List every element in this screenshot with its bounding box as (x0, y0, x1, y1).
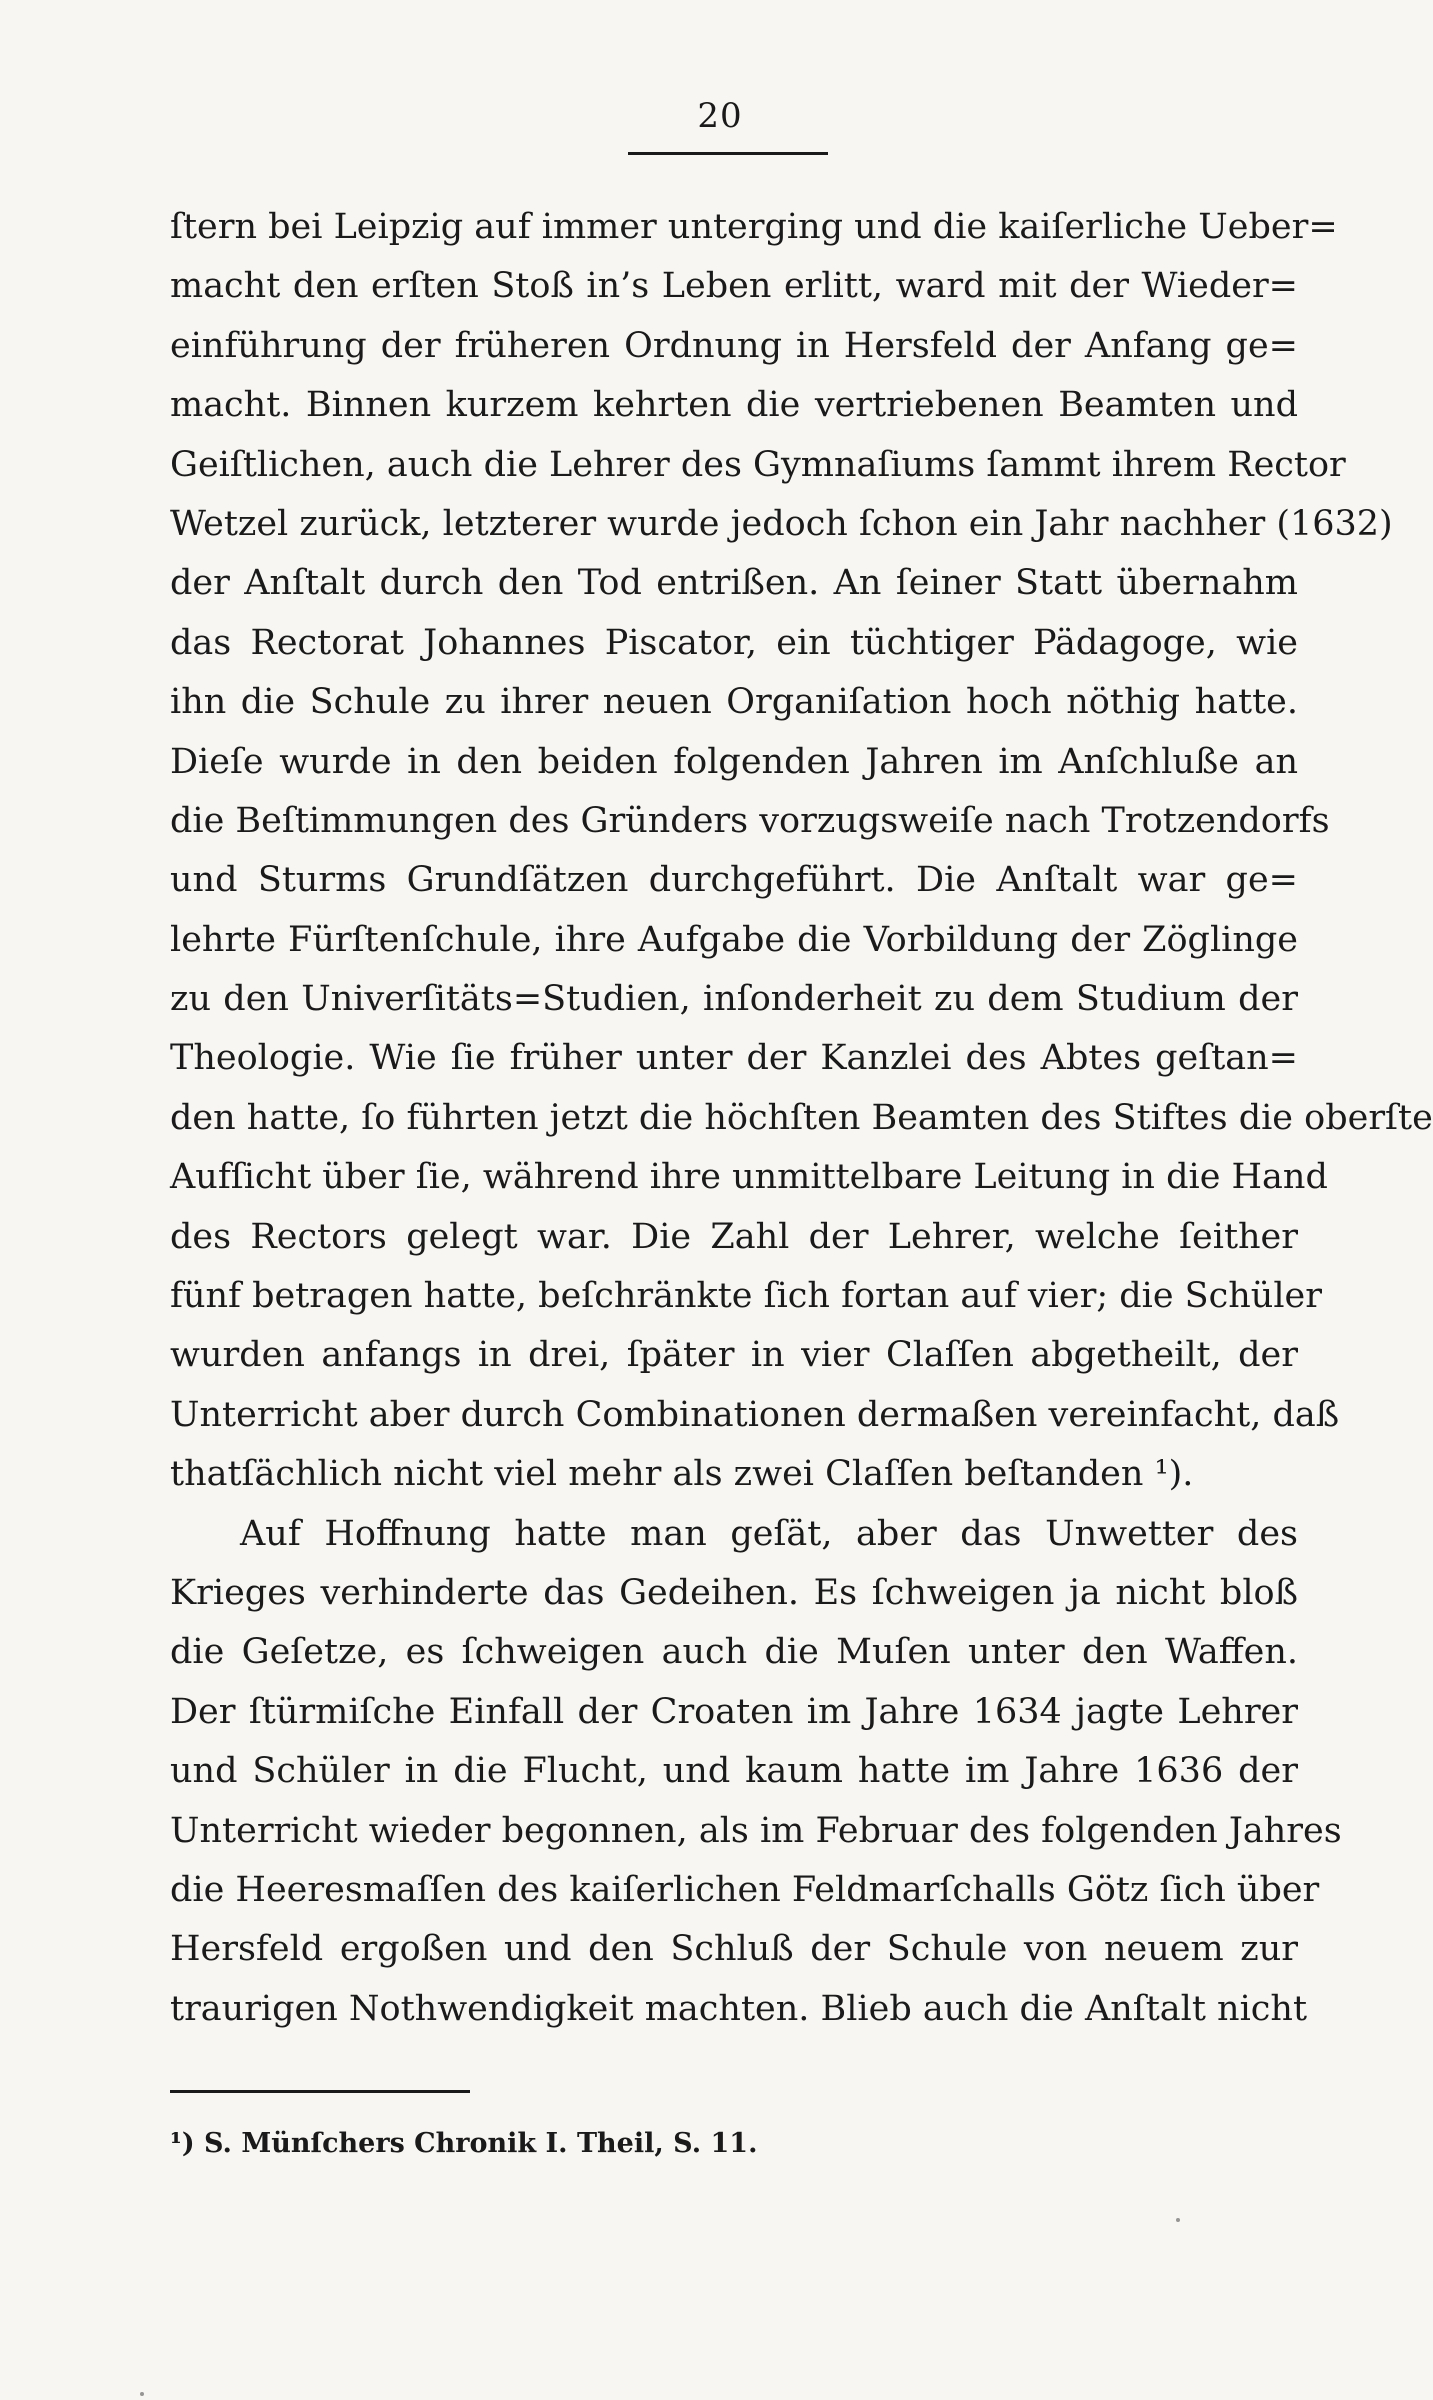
text-line: einführung der früheren Ordnung in Hersfeld der Anfang ge= (170, 325, 1298, 366)
text-line: ſtern bei Leipzig auf immer unterging und die kaiſerliche Ueber= (170, 207, 1338, 247)
text-line: wurden anfangs in drei, ſpäter in vier Claſſen abgetheilt, der (170, 1335, 1298, 1376)
text-line: der Anſtalt durch den Tod entrißen. An ſeiner Statt übernahm (170, 563, 1298, 604)
text-line: Geiſtlichen, auch die Lehrer des Gymnaſiums ſammt ihrem Rector (170, 444, 1346, 485)
page-number: 20 (697, 96, 743, 136)
text-line: thatſächlich nicht viel mehr als zwei Claſſen beſtanden ¹). (170, 1454, 1194, 1495)
body-text (170, 198, 1433, 2039)
text-line: zu den Univerſitäts=Studien, inſonderheit zu dem Studium der (170, 979, 1298, 1020)
text-line: und Schüler in die Flucht, und kaum hatte im Jahre 1636 der (170, 1751, 1298, 1792)
text-line: Unterricht wieder begonnen, als im Februar des folgenden Jahres (170, 1810, 1342, 1851)
text-line: Theologie. Wie ſie früher unter der Kanzlei des Abtes geſtan= (170, 1038, 1298, 1079)
text-line: den hatte, ſo führten jetzt die höchſten Beamten des Stiftes die oberſte (170, 1097, 1433, 1138)
text-line: Dieſe wurde in den beiden folgenden Jahren im Anſchluße an (170, 741, 1298, 782)
text-line: Hersfeld ergoßen und den Schluß der Schule von neuem zur (170, 1929, 1298, 1970)
paper-speck (1176, 2218, 1180, 2222)
text-line: lehrte Fürſtenſchule, ihre Aufgabe die Vorbildung der Zöglinge (170, 919, 1298, 960)
text-line: Auf Hoffnung hatte man geſät, aber das Unwetter des (240, 1513, 1298, 1554)
paper-speck (140, 2392, 144, 2396)
text-line: Aufſicht über ſie, während ihre unmittelbare Leitung in die Hand (170, 1157, 1328, 1198)
text-line: macht den erſten Stoß in’s Leben erlitt, ward mit der Wieder= (170, 266, 1298, 307)
footnote-rule (170, 2090, 470, 2093)
header-rule (628, 152, 828, 155)
text-line: traurigen Nothwendigkeit machten. Blieb auch die Anſtalt nicht (170, 1988, 1308, 2029)
text-line: macht. Binnen kurzem kehrten die vertriebenen Beamten und (170, 385, 1298, 426)
text-line: das Rectorat Johannes Piscator, ein tüchtiger Pädagoge, wie (170, 622, 1298, 663)
text-line: fünf betragen hatte, beſchränkte ſich fortan auf vier; die Schüler (170, 1276, 1322, 1317)
text-line: ihn die Schule zu ihrer neuen Organiſation hoch nöthig hatte. (170, 682, 1298, 723)
text-line: Unterricht aber durch Combinationen dermaßen vereinfacht, daß (170, 1394, 1340, 1435)
text-line: Krieges verhinderte das Gedeihen. Es ſchweigen ja nicht bloß (170, 1572, 1298, 1613)
text-line: und Sturms Grundſätzen durchgeführt. Die Anſtalt war ge= (170, 860, 1298, 901)
text-line: des Rectors gelegt war. Die Zahl der Lehrer, welche ſeither (170, 1216, 1298, 1257)
text-line: die Heeresmaſſen des kaiſerlichen Feldmarſchalls Götz ſich über (170, 1869, 1320, 1910)
text-line: die Geſetze, es ſchweigen auch die Muſen unter den Waffen. (170, 1632, 1298, 1673)
footnote: ¹) S. Münſchers Chronik I. Theil, S. 11. (170, 2128, 758, 2159)
text-line: Der ſtürmiſche Einfall der Croaten im Jahre 1634 jagte Lehrer (170, 1691, 1298, 1732)
text-line: Wetzel zurück, letzterer wurde jedoch ſchon ein Jahr nachher (1632) (170, 503, 1393, 544)
text-line: die Beſtimmungen des Gründers vorzugsweiſe nach Trotzendorfs (170, 800, 1330, 841)
